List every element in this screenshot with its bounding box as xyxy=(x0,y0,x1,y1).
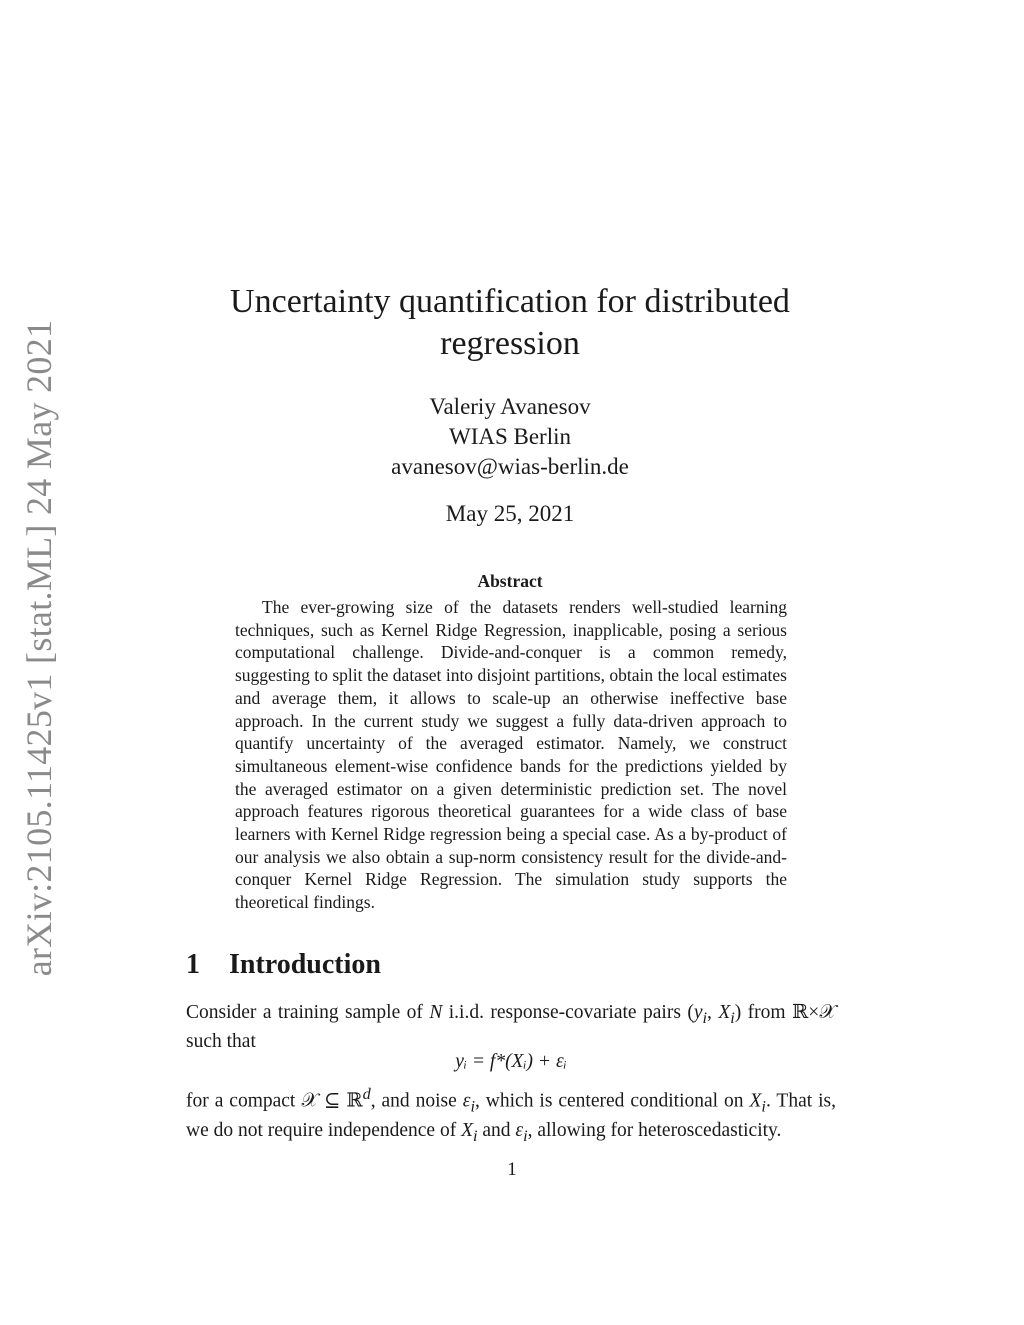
title-line-2: regression xyxy=(440,325,580,362)
section-title: Introduction xyxy=(229,949,381,980)
paper-title xyxy=(200,281,820,365)
page-number: 1 xyxy=(507,1159,517,1180)
arxiv-side-stamp: arXiv:2105.11425v1 [stat.ML] 24 May 2021 xyxy=(19,319,59,977)
model-equation: yᵢ = f*(Xᵢ) + εᵢ xyxy=(455,1051,567,1072)
author-email: avanesov@wias-berlin.de xyxy=(391,454,629,479)
author-block xyxy=(300,392,720,482)
section-number: 1 xyxy=(186,949,200,980)
author-affiliation: WIAS Berlin xyxy=(448,424,571,449)
paper-date: May 25, 2021 xyxy=(445,501,575,526)
abstract-heading: Abstract xyxy=(477,571,543,591)
title-line-1: Uncertainty quantification for distributed xyxy=(230,283,790,320)
intro-paragraph-1: Consider a training sample of N i.i.d. response-covariate pairs ($y_i$, $X_i$) from ℝ×𝒳 such that xyxy=(186,1002,836,1053)
abstract-text: The ever-growing size of the datasets renders well-studied learning techniques, such as Kernel Ridge Regression, inapplicable, posing a serious computational challenge. Divide-and-conquer is a common remedy, suggesting to split the dataset into disjoint partitions, obtain the local estimates and average them, it allows to scale-up an otherwise ineffective base approach. In the current study we suggest a fully data-driven approach to quantify uncertainty of the averaged estimator. Namely, we construct simultaneous element-wise confidence bands for the predictions yielded by the averaged estimator on a given deterministic prediction set. The novel approach features rigorous theoretical guarantees for a wide class of base learners with Kernel Ridge regression being a special case. As a by-product of our analysis we also obtain a sup-norm consistency result for the divide-and-conquer Kernel Ridge Regression. The simulation study supports the theoretical findings. xyxy=(235,597,787,913)
author-name: Valeriy Avanesov xyxy=(429,394,591,419)
section-heading xyxy=(186,948,381,982)
intro-paragraph-2: for a compact 𝒳 ⊆ ℝ$^d$, and noise $\varepsilon_i$, which is centered conditional on $X_i$. That is, we do not require independence of $X_i$ and $\varepsilon_i$, allowing for heteroscedasticity. xyxy=(186,1085,836,1145)
